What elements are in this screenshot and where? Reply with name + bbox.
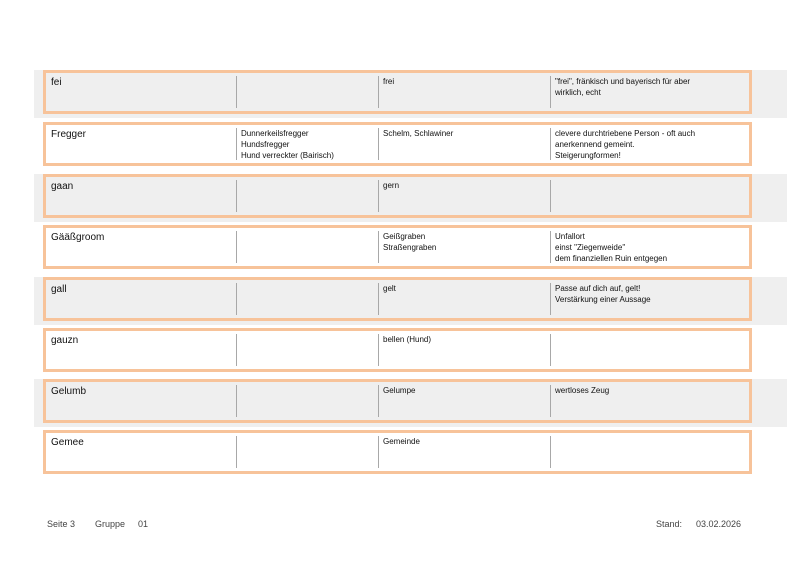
- row-border: [43, 328, 752, 372]
- standard-german-line: Geißgraben: [383, 232, 426, 241]
- explanation-cell: [550, 73, 749, 111]
- date-label: Stand:: [656, 519, 683, 529]
- explanation-line: Unfallort: [555, 232, 585, 241]
- standard-german-cell: [378, 177, 550, 215]
- date-value: 03.02.2026: [696, 519, 742, 529]
- explanation-line: wertloses Zeug: [555, 386, 610, 395]
- standard-german-cell: [378, 280, 550, 318]
- row-border: [43, 379, 752, 423]
- standard-german-cell: [378, 73, 550, 111]
- standard-german-cell: [378, 228, 550, 266]
- group-label: Gruppe: [95, 519, 126, 529]
- explanation-line: clevere durchtriebene Person - oft auch: [555, 129, 696, 138]
- variants-cell: [236, 125, 378, 163]
- row-border: [43, 430, 752, 474]
- standard-german-line: bellen (Hund): [383, 335, 432, 344]
- explanation-line: Verstärkung einer Aussage: [555, 295, 651, 304]
- row-border: [43, 277, 752, 321]
- variants-cell: [236, 433, 378, 471]
- explanation-cell: [550, 125, 749, 163]
- variants-cell: [236, 331, 378, 369]
- explanation-line: wirklich, echt: [555, 88, 601, 97]
- table-row: [34, 225, 787, 273]
- explanation-cell: [550, 382, 749, 420]
- row-border: [43, 122, 752, 166]
- standard-german-cell: [378, 331, 550, 369]
- explanation-line: Steigerungformen!: [555, 151, 621, 160]
- explanation-line: einst "Ziegenweide": [555, 243, 626, 252]
- standard-german-line: Gemeinde: [383, 437, 420, 446]
- standard-german-line: Schelm, Schlawiner: [383, 129, 454, 138]
- standard-german-cell: [378, 382, 550, 420]
- explanation-line: dem finanziellen Ruin entgegen: [555, 254, 668, 263]
- explanation-cell: [550, 280, 749, 318]
- standard-german-line: Gelumpe: [383, 386, 416, 395]
- standard-german-line: Straßengraben: [383, 243, 437, 252]
- standard-german-line: gern: [383, 181, 400, 190]
- standard-german-cell: [378, 433, 550, 471]
- standard-german-cell: [378, 125, 550, 163]
- table-row: [34, 122, 787, 170]
- standard-german-line: gelt: [383, 284, 396, 293]
- dialect-word: Gemee: [51, 437, 84, 448]
- explanation-cell: [550, 228, 749, 266]
- explanation-cell: [550, 433, 749, 471]
- variant-line: Hund verreckter (Bairisch): [241, 151, 334, 160]
- dialect-word: gaan: [51, 181, 74, 192]
- explanation-line: anerkennend gemeint.: [555, 140, 635, 149]
- table-row: [34, 277, 787, 325]
- variants-cell: [236, 382, 378, 420]
- explanation-cell: [550, 331, 749, 369]
- table-row: [34, 70, 787, 118]
- dialect-word: Gääßgroom: [51, 232, 105, 243]
- dialect-word: gauzn: [51, 335, 79, 346]
- group-value: 01: [138, 519, 149, 529]
- row-border: [43, 174, 752, 218]
- variants-cell: [236, 228, 378, 266]
- standard-german-line: frei: [383, 77, 395, 86]
- table-row: [34, 174, 787, 222]
- variant-line: Hundsfregger: [241, 140, 290, 149]
- explanation-line: "frei", fränkisch und bayerisch für aber: [555, 77, 691, 86]
- dialect-word: gall: [51, 284, 67, 295]
- explanation-cell: [550, 177, 749, 215]
- table-row: [34, 328, 787, 376]
- explanation-line: Passe auf dich auf, gelt!: [555, 284, 641, 293]
- variants-cell: [236, 280, 378, 318]
- variants-cell: [236, 73, 378, 111]
- dialect-word: Fregger: [51, 129, 87, 140]
- row-border: [43, 225, 752, 269]
- table-row: [34, 430, 787, 478]
- dialect-word: Gelumb: [51, 386, 87, 397]
- dialect-word: fei: [51, 77, 62, 88]
- row-border: [43, 70, 752, 114]
- table-row: [34, 379, 787, 427]
- variant-line: Dunnerkeilsfregger: [241, 129, 309, 138]
- variants-cell: [236, 177, 378, 215]
- page-number: Seite 3: [47, 519, 76, 529]
